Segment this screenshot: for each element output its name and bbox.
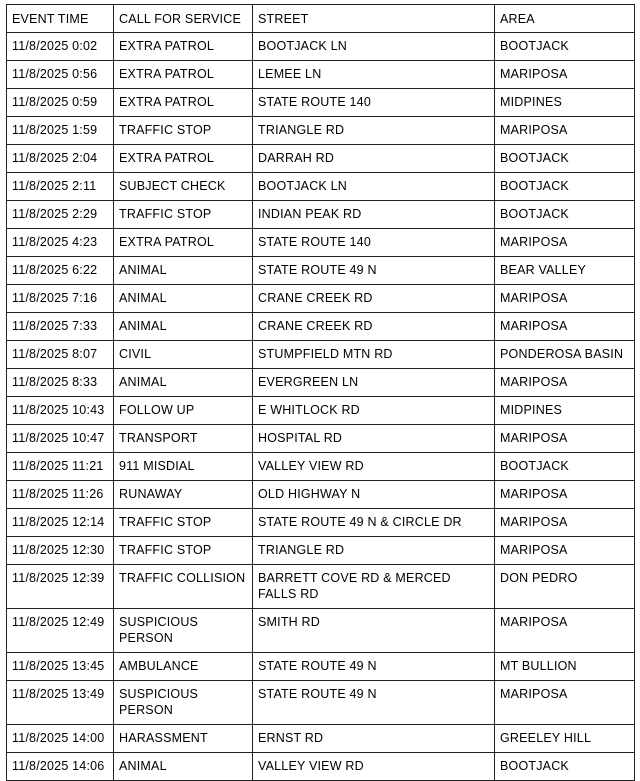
cell-event-time: 11/8/2025 14:06 [7,753,114,781]
cell-call-for-service: 911 MISDIAL [114,453,253,481]
table-body [7,33,635,781]
cell-area: MARIPOSA [495,509,635,537]
cell-event-time: 11/8/2025 0:02 [7,33,114,61]
cell-street: EVERGREEN LN [253,369,495,397]
cell-street: TRIANGLE RD [253,537,495,565]
table-row [7,681,635,725]
cell-call-for-service: SUSPICIOUS PERSON [114,609,253,653]
cell-event-time: 11/8/2025 11:21 [7,453,114,481]
cell-event-time: 11/8/2025 2:04 [7,145,114,173]
cell-area: MARIPOSA [495,285,635,313]
table-row [7,453,635,481]
cell-event-time: 11/8/2025 7:16 [7,285,114,313]
cell-street: STUMPFIELD MTN RD [253,341,495,369]
table-row [7,285,635,313]
cell-street: TRIANGLE RD [253,117,495,145]
header-street: STREET [253,5,495,33]
cell-street: BOOTJACK LN [253,33,495,61]
cell-call-for-service: SUBJECT CHECK [114,173,253,201]
header-row [7,5,635,33]
cell-street: E WHITLOCK RD [253,397,495,425]
cell-area: MARIPOSA [495,481,635,509]
cell-event-time: 11/8/2025 0:59 [7,89,114,117]
cell-area: BOOTJACK [495,201,635,229]
cell-event-time: 11/8/2025 6:22 [7,257,114,285]
table-row [7,313,635,341]
cell-street: CRANE CREEK RD [253,285,495,313]
table-row [7,117,635,145]
cell-area: MARIPOSA [495,681,635,725]
cell-street: STATE ROUTE 49 N [253,681,495,725]
cell-street: OLD HIGHWAY N [253,481,495,509]
cell-area: BOOTJACK [495,33,635,61]
cell-area: BEAR VALLEY [495,257,635,285]
cell-street: STATE ROUTE 49 N [253,653,495,681]
cell-event-time: 11/8/2025 2:11 [7,173,114,201]
cell-call-for-service: EXTRA PATROL [114,229,253,257]
cell-call-for-service: ANIMAL [114,753,253,781]
cell-call-for-service: EXTRA PATROL [114,145,253,173]
cell-event-time: 11/8/2025 12:49 [7,609,114,653]
table-row [7,753,635,781]
cell-event-time: 11/8/2025 8:07 [7,341,114,369]
table-row [7,89,635,117]
header-event-time: EVENT TIME [7,5,114,33]
table-row [7,229,635,257]
cell-event-time: 11/8/2025 12:39 [7,565,114,609]
cell-call-for-service: EXTRA PATROL [114,89,253,117]
cell-area: PONDEROSA BASIN [495,341,635,369]
cell-event-time: 11/8/2025 10:43 [7,397,114,425]
cell-area: MIDPINES [495,89,635,117]
cell-event-time: 11/8/2025 0:56 [7,61,114,89]
table-row [7,397,635,425]
table-row [7,145,635,173]
cell-event-time: 11/8/2025 1:59 [7,117,114,145]
table-row [7,369,635,397]
cell-event-time: 11/8/2025 12:30 [7,537,114,565]
cell-call-for-service: TRAFFIC STOP [114,537,253,565]
cell-call-for-service: CIVIL [114,341,253,369]
table-row [7,425,635,453]
cell-call-for-service: TRAFFIC COLLISION [114,565,253,609]
cell-area: MARIPOSA [495,537,635,565]
table-row [7,537,635,565]
table-row [7,653,635,681]
table-row [7,341,635,369]
table-row [7,33,635,61]
cell-area: MARIPOSA [495,609,635,653]
cell-call-for-service: TRANSPORT [114,425,253,453]
table-row [7,509,635,537]
cell-event-time: 11/8/2025 7:33 [7,313,114,341]
cell-call-for-service: AMBULANCE [114,653,253,681]
call-log-table [6,4,635,781]
table-row [7,609,635,653]
table-row [7,565,635,609]
cell-street: HOSPITAL RD [253,425,495,453]
table-row [7,481,635,509]
cell-area: DON PEDRO [495,565,635,609]
cell-call-for-service: TRAFFIC STOP [114,509,253,537]
cell-street: INDIAN PEAK RD [253,201,495,229]
cell-event-time: 11/8/2025 13:49 [7,681,114,725]
cell-call-for-service: ANIMAL [114,313,253,341]
cell-street: BOOTJACK LN [253,173,495,201]
cell-street: BARRETT COVE RD & MERCED FALLS RD [253,565,495,609]
table-header [7,5,635,33]
cell-area: MARIPOSA [495,369,635,397]
cell-area: BOOTJACK [495,453,635,481]
cell-event-time: 11/8/2025 2:29 [7,201,114,229]
cell-street: STATE ROUTE 49 N [253,257,495,285]
cell-event-time: 11/8/2025 12:14 [7,509,114,537]
cell-call-for-service: HARASSMENT [114,725,253,753]
header-area: AREA [495,5,635,33]
cell-call-for-service: RUNAWAY [114,481,253,509]
cell-call-for-service: TRAFFIC STOP [114,117,253,145]
cell-street: CRANE CREEK RD [253,313,495,341]
cell-area: BOOTJACK [495,753,635,781]
cell-area: MIDPINES [495,397,635,425]
cell-area: MARIPOSA [495,229,635,257]
cell-area: MARIPOSA [495,425,635,453]
cell-call-for-service: ANIMAL [114,257,253,285]
table-row [7,61,635,89]
cell-street: DARRAH RD [253,145,495,173]
cell-call-for-service: EXTRA PATROL [114,61,253,89]
cell-event-time: 11/8/2025 4:23 [7,229,114,257]
cell-area: MARIPOSA [495,117,635,145]
cell-event-time: 11/8/2025 13:45 [7,653,114,681]
cell-area: BOOTJACK [495,173,635,201]
cell-area: MARIPOSA [495,313,635,341]
cell-event-time: 11/8/2025 10:47 [7,425,114,453]
cell-call-for-service: ANIMAL [114,285,253,313]
table-row [7,173,635,201]
cell-area: BOOTJACK [495,145,635,173]
table-row [7,257,635,285]
cell-call-for-service: ANIMAL [114,369,253,397]
cell-event-time: 11/8/2025 8:33 [7,369,114,397]
cell-street: STATE ROUTE 140 [253,229,495,257]
cell-area: MARIPOSA [495,61,635,89]
cell-street: ERNST RD [253,725,495,753]
cell-event-time: 11/8/2025 11:26 [7,481,114,509]
cell-street: LEMEE LN [253,61,495,89]
cell-event-time: 11/8/2025 14:00 [7,725,114,753]
cell-street: VALLEY VIEW RD [253,453,495,481]
cell-call-for-service: SUSPICIOUS PERSON [114,681,253,725]
cell-area: MT BULLION [495,653,635,681]
cell-area: GREELEY HILL [495,725,635,753]
cell-call-for-service: TRAFFIC STOP [114,201,253,229]
table-row [7,725,635,753]
table-row [7,201,635,229]
cell-call-for-service: FOLLOW UP [114,397,253,425]
cell-street: VALLEY VIEW RD [253,753,495,781]
cell-street: STATE ROUTE 140 [253,89,495,117]
cell-street: STATE ROUTE 49 N & CIRCLE DR [253,509,495,537]
cell-call-for-service: EXTRA PATROL [114,33,253,61]
cell-street: SMITH RD [253,609,495,653]
header-call-for-service: CALL FOR SERVICE [114,5,253,33]
